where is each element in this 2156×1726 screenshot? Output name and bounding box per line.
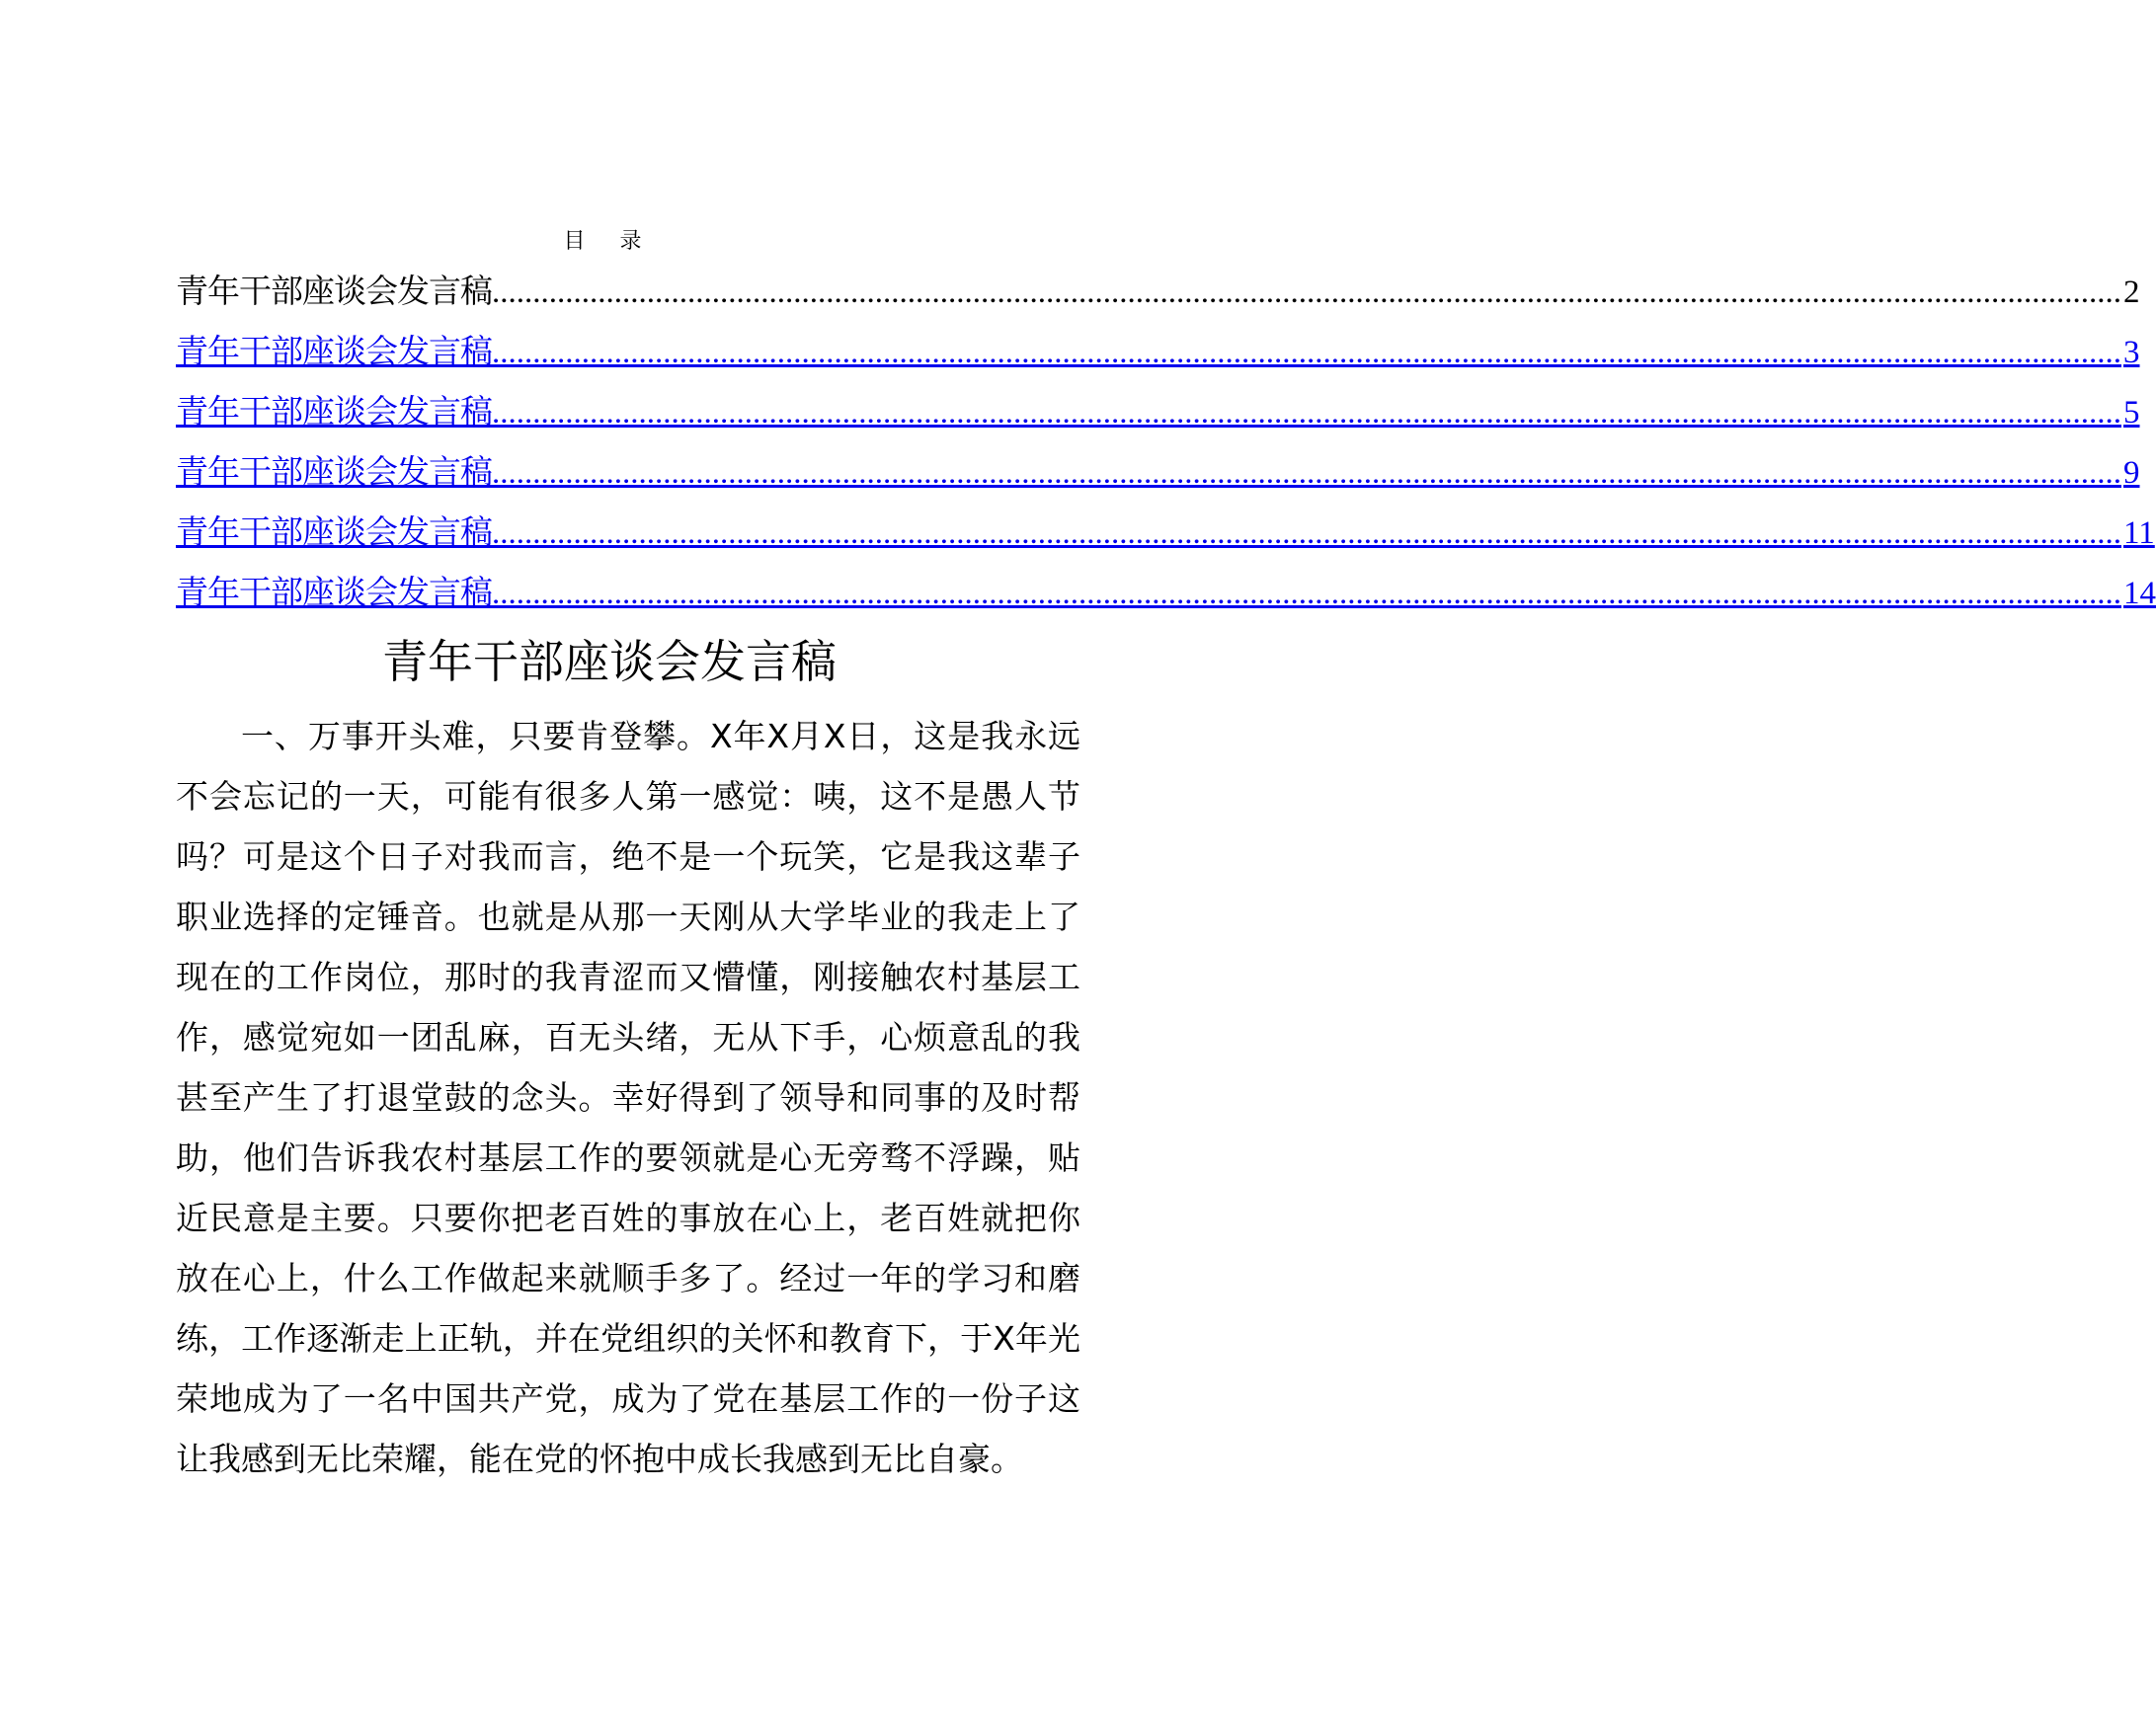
toc-leader-dots[interactable]: ........................................................................................................................................................................................................ [492, 335, 2121, 370]
toc-entry-title: 青年干部座谈会发言稿 [176, 272, 492, 310]
toc-entry-page[interactable]: 9 [2123, 455, 2140, 491]
toc-leader-dots[interactable]: ........................................................................................................................................................................................................ [492, 455, 2121, 491]
toc-entry-page[interactable]: 11 [2123, 515, 2155, 551]
toc-entry-page: 2 [2123, 275, 2140, 310]
toc-entry-title[interactable]: 青年干部座谈会发言稿 [176, 392, 492, 431]
toc-entry-title[interactable]: 青年干部座谈会发言稿 [176, 573, 492, 611]
toc-entry-title[interactable]: 青年干部座谈会发言稿 [176, 332, 492, 370]
toc-leader-dots[interactable]: ........................................................................................................................................................................................................ [492, 515, 2121, 551]
toc-entry-page[interactable]: 3 [2123, 335, 2140, 370]
toc-link-6[interactable] [176, 570, 2156, 630]
toc-entry-1 [176, 269, 2140, 329]
toc-heading: 目 录 [563, 229, 656, 254]
toc-leader-dots[interactable]: ........................................................................................................................................................................................................ [492, 576, 2121, 611]
document-title: 青年干部座谈会发言稿 [382, 635, 837, 688]
toc-link-4[interactable] [176, 449, 2140, 510]
toc-link-2[interactable] [176, 329, 2140, 389]
toc-entry-title[interactable]: 青年干部座谈会发言稿 [176, 512, 492, 551]
toc-link-3[interactable] [176, 389, 2140, 449]
toc-leader-dots: ........................................................................................................................................................................................................ [492, 275, 2121, 310]
table-of-contents [176, 269, 2156, 630]
toc-entry-page[interactable]: 5 [2123, 395, 2140, 431]
body-paragraph: 一、万事开头难，只要肯登攀。X年X月X日，这是我永远不会忘记的一天，可能有很多人第一感觉：咦，这不是愚人节吗？可是这个日子对我而言，绝不是一个玩笑，它是我这辈子职业选择的定锤音。也就是从那一天刚从大学毕业的我走上了现在的工作岗位，那时的我青涩而又懵懂，刚接触农村基层工作，感觉宛如一团乱麻，百无头绪，无从下手，心烦意乱的我甚至产生了打退堂鼓的念头。幸好得到了领导和同事的及时帮助，他们告诉我农村基层工作的要领就是心无旁骛不浮躁，贴近民意是主要。只要你把老百姓的事放在心上，老百姓就把你放在心上，什么工作做起来就顺手多了。经过一年的学习和磨练，工作逐渐走上正轨，并在党组织的关怀和教育下，于X年光荣地成为了一名中国共产党，成为了党在基层工作的一份子这让我感到无比荣耀，能在党的怀抱中成长我感到无比自豪。 [176, 717, 1080, 1478]
toc-entry-title[interactable]: 青年干部座谈会发言稿 [176, 452, 492, 491]
toc-leader-dots[interactable]: ........................................................................................................................................................................................................ [492, 395, 2121, 431]
toc-link-5[interactable] [176, 510, 2155, 570]
toc-entry-page[interactable]: 14 [2123, 576, 2156, 611]
